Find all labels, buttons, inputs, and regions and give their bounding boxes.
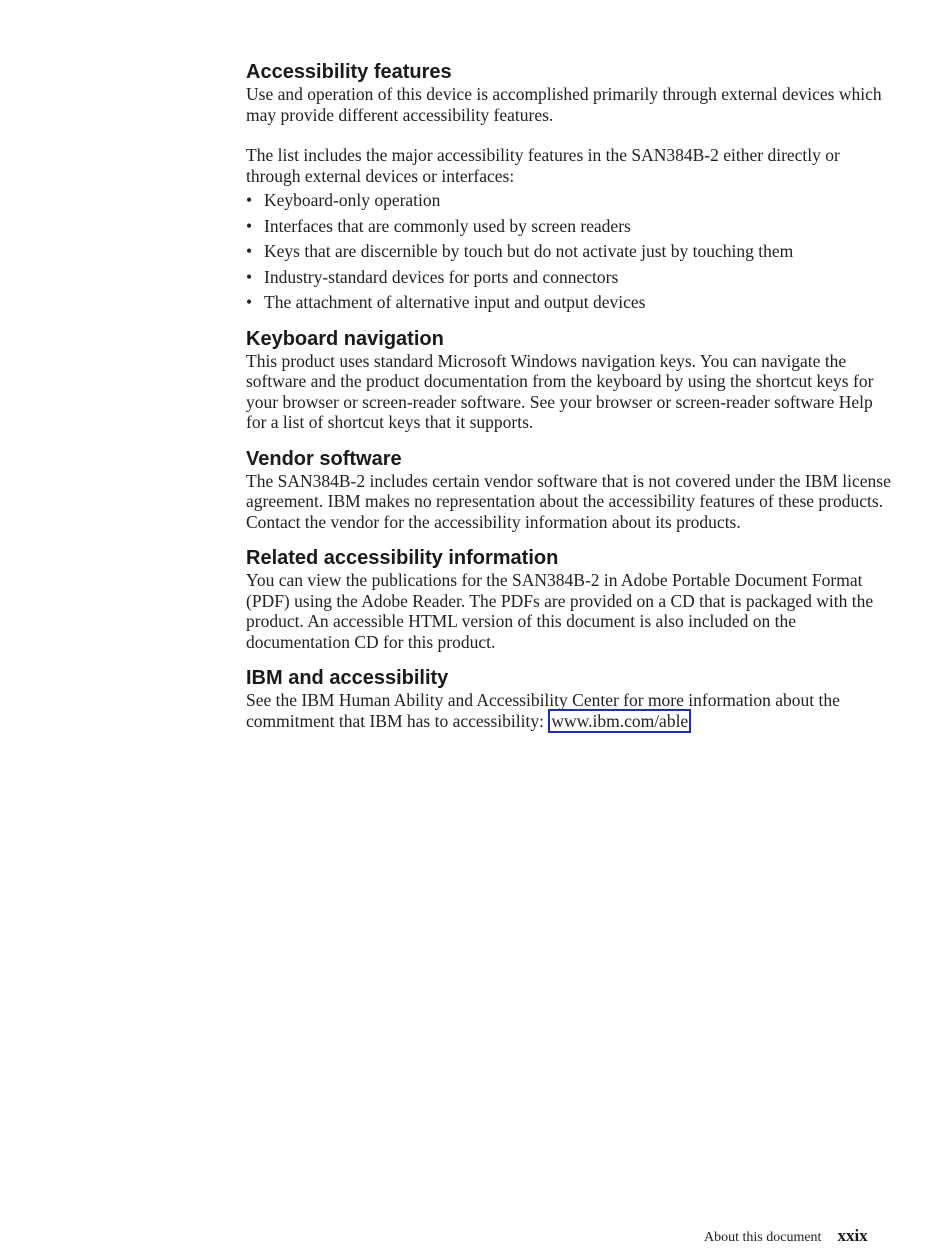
ibm-accessibility-paragraph <box>246 690 896 731</box>
list-item: • The attachment of alternative input and output devices <box>246 292 896 313</box>
list-item: • Interfaces that are commonly used by screen readers <box>246 216 896 237</box>
page-footer <box>704 1226 894 1246</box>
page-number: xxix <box>837 1226 868 1245</box>
section-related-accessibility-information <box>246 546 896 652</box>
footer-label: About this document <box>704 1230 822 1245</box>
list-item: • Keyboard-only operation <box>246 190 896 211</box>
list-item: • Industry-standard devices for ports and connectors <box>246 267 896 288</box>
document-body <box>246 60 896 745</box>
heading-related-accessibility-information: Related accessibility information <box>246 547 559 569</box>
section-ibm-and-accessibility <box>246 666 896 731</box>
accessibility-list-intro: The list includes the major accessibility features in the SAN384B-2 either directly or through external devices or interfaces: <box>246 145 840 186</box>
heading-keyboard-navigation: Keyboard navigation <box>246 327 444 350</box>
section-vendor-software <box>246 447 896 533</box>
section-accessibility-features <box>246 60 896 313</box>
ibm-accessibility-text: See the IBM Human Ability and Accessibility Center for more information about the commitment that IBM has to accessibility: <box>246 690 840 731</box>
heading-vendor-software: Vendor software <box>246 447 402 470</box>
vendor-software-paragraph: The SAN384B-2 includes certain vendor software that is not covered under the IBM license agreement. IBM makes no representation about the accessibility features of these products. Contact the vendor for the accessibility information about its products. <box>246 470 891 532</box>
related-info-paragraph: You can view the publications for the SAN384B-2 in Adobe Portable Document Format (PDF) using the Adobe Reader. The PDFs are provided on a CD that is packaged with the product. An accessible HTML version of this document is also included on the documentation CD for this product. <box>246 570 874 652</box>
ibm-able-link[interactable]: www.ibm.com/able <box>548 709 691 733</box>
keyboard-navigation-paragraph: This product uses standard Microsoft Windows navigation keys. You can navigate the software and the product documentation from the keyboard by using the shortcut keys for your browser or screen-reader software. See your browser or screen-reader software Help for a list of shortcut keys that it supports. <box>246 350 874 432</box>
accessibility-intro-paragraph: Use and operation of this device is accomplished primarily through external devices which may provide different accessibility features. <box>246 84 882 125</box>
list-item: • Keys that are discernible by touch but do not activate just by touching them <box>246 241 896 262</box>
heading-ibm-and-accessibility: IBM and accessibility <box>246 667 449 689</box>
paragraph-gap <box>246 125 896 145</box>
accessibility-features-list <box>246 190 896 313</box>
section-keyboard-navigation <box>246 327 896 433</box>
heading-accessibility-features: Accessibility features <box>246 61 452 83</box>
